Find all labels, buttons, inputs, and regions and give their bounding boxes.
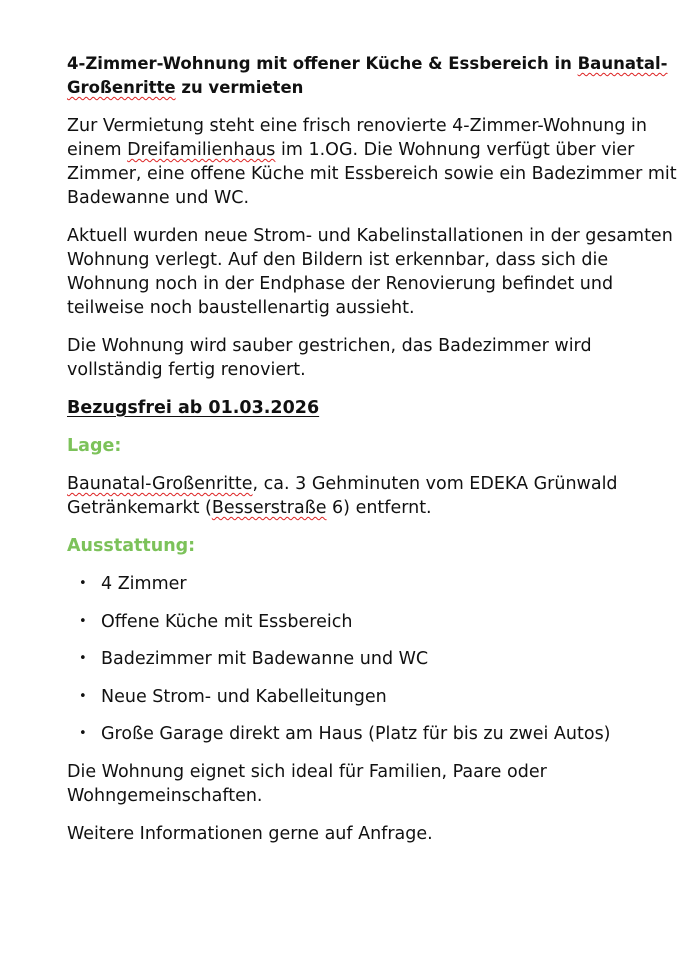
feature-text: Offene Küche mit Essbereich xyxy=(101,611,353,632)
list-item xyxy=(67,722,677,746)
contact-paragraph: Weitere Informationen gerne auf Anfrage. xyxy=(67,824,433,844)
bullet-icon: • xyxy=(79,688,87,704)
features-list xyxy=(67,572,677,746)
bullet-icon: • xyxy=(79,613,87,629)
title-place-line2: Großenritte xyxy=(67,78,176,97)
location-text-2: 6) entfernt. xyxy=(326,498,432,518)
location-paragraph xyxy=(67,472,677,520)
features-heading: Ausstattung: xyxy=(67,536,196,556)
installation-paragraph: Aktuell wurden neue Strom- und Kabelinstallationen in der gesamten Wohnung verlegt. Auf den Bildern ist erkennbar, dass sich die Wohnung noch in der Endphase der Renovierung befindet und teilweise noch baustellenartig aussieht. xyxy=(67,226,673,318)
intro-text-1: Zur Vermietung steht eine frisch renovierte 4-Zimmer-Wohnung in einem xyxy=(67,116,647,160)
location-heading: Lage: xyxy=(67,436,122,456)
feature-text: 4 Zimmer xyxy=(101,574,187,594)
availability-date: Bezugsfrei ab 01.03.2026 xyxy=(67,398,320,418)
bullet-icon: • xyxy=(79,651,87,666)
bullet-icon: • xyxy=(79,576,87,591)
intro-house-word: Dreifamilienhaus xyxy=(127,140,276,160)
feature-text: Neue Strom- und Kabelleitungen xyxy=(101,686,387,707)
paint-paragraph: Die Wohnung wird sauber gestrichen, das Badezimmer wird vollständig fertig renoviert. xyxy=(67,336,592,380)
list-item xyxy=(67,647,677,671)
title-text: 4-Zimmer-Wohnung mit offener Küche & Essbereich in xyxy=(67,54,578,73)
listing-title xyxy=(67,52,677,100)
list-item xyxy=(67,685,677,709)
intro-text-2: im 1.OG. Die Wohnung verfügt über vier Zimmer, eine offene Küche mit Essbereich sowie ein Badezimmer mit Badewanne und WC. xyxy=(67,140,677,208)
title-suffix: zu vermieten xyxy=(175,78,304,97)
list-item xyxy=(67,610,677,634)
feature-text: Große Garage direkt am Haus (Platz für bis zu zwei Autos) xyxy=(101,724,611,744)
title-place-line1: Baunatal- xyxy=(577,54,668,73)
document-body xyxy=(67,52,677,860)
list-item xyxy=(67,572,677,596)
intro-paragraph xyxy=(67,114,677,210)
location-place: Baunatal-Großenritte xyxy=(67,474,253,494)
suitability-paragraph: Die Wohnung eignet sich ideal für Familien, Paare oder Wohngemeinschaften. xyxy=(67,762,547,806)
location-text-1: , ca. 3 Gehminuten vom EDEKA Grünwald Getränkemarkt ( xyxy=(67,474,618,518)
bullet-icon: • xyxy=(79,726,87,741)
location-street: Besserstraße xyxy=(211,498,327,518)
feature-text: Badezimmer mit Badewanne und WC xyxy=(101,649,429,669)
